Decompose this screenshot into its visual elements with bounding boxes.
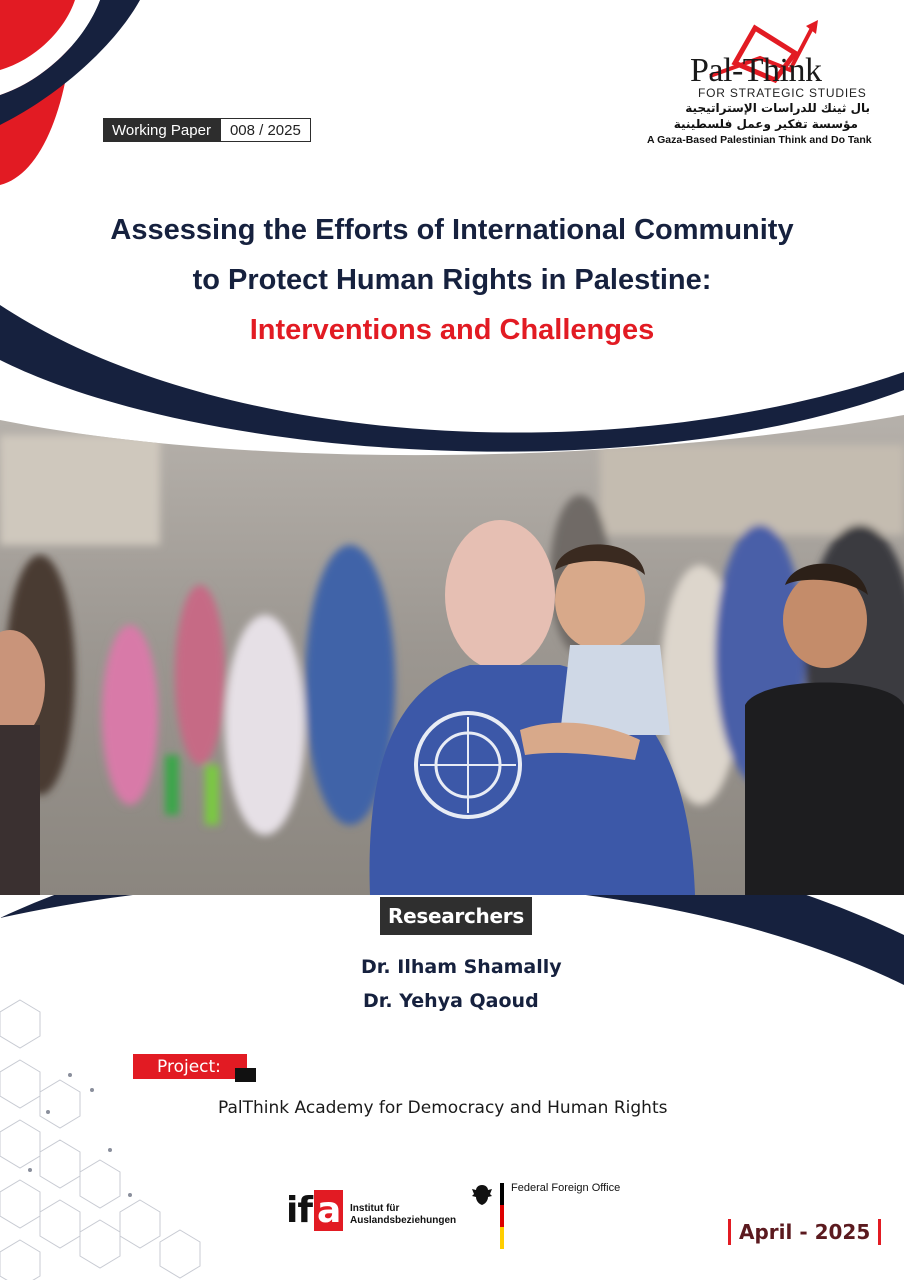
ifa-logo-mark: if (286, 1190, 313, 1231)
german-flag-stripe (500, 1183, 504, 1249)
german-eagle-icon (470, 1183, 494, 1207)
date-bar-left (728, 1219, 731, 1245)
ifa-logo (286, 1190, 343, 1231)
title-line-2: to Protect Human Rights in Palestine: (192, 264, 712, 296)
working-paper-tag (103, 118, 311, 142)
ifa-logo-text (350, 1203, 456, 1227)
working-paper-number: 008 / 2025 (220, 118, 311, 142)
logo-arabic-line1: بال ثينك للدراسات الإستراتيجية (685, 101, 870, 115)
project-label-accent (235, 1068, 256, 1082)
project-name: PalThink Academy for Democracy and Human Rights (218, 1098, 668, 1118)
palthink-logo (640, 18, 890, 148)
publication-date (720, 1219, 889, 1245)
project-label: Project: (133, 1054, 247, 1079)
cover-photo-illustration (0, 395, 904, 895)
title-line-3: Interventions and Challenges (249, 314, 655, 346)
date-bar-right (878, 1219, 881, 1245)
researchers-label: Researchers (380, 897, 532, 935)
date-text: April - 2025 (739, 1220, 871, 1244)
federal-foreign-office-text: Federal Foreign Office (511, 1182, 621, 1194)
cover-photo (0, 395, 904, 895)
logo-name: Pal-Think (690, 52, 822, 89)
hexagon-pattern (0, 1000, 200, 1280)
logo-arabic-line2: مؤسسة تفكير وعمل فلسطينية (673, 117, 858, 131)
ifa-line1: Institut für (350, 1203, 400, 1214)
researcher-name: Dr. Yehya Qaoud (363, 990, 539, 1012)
researcher-name: Dr. Ilham Shamally (361, 956, 562, 978)
ifa-line2: Auslandsbeziehungen (350, 1215, 457, 1226)
working-paper-label: Working Paper (103, 118, 220, 142)
logo-tagline: A Gaza-Based Palestinian Think and Do Tank (647, 134, 872, 146)
title-line-1: Assessing the Efforts of International Community (110, 214, 794, 246)
logo-subtitle: FOR STRATEGIC STUDIES (698, 86, 867, 100)
ifa-logo-mark-accent: a (314, 1190, 343, 1231)
